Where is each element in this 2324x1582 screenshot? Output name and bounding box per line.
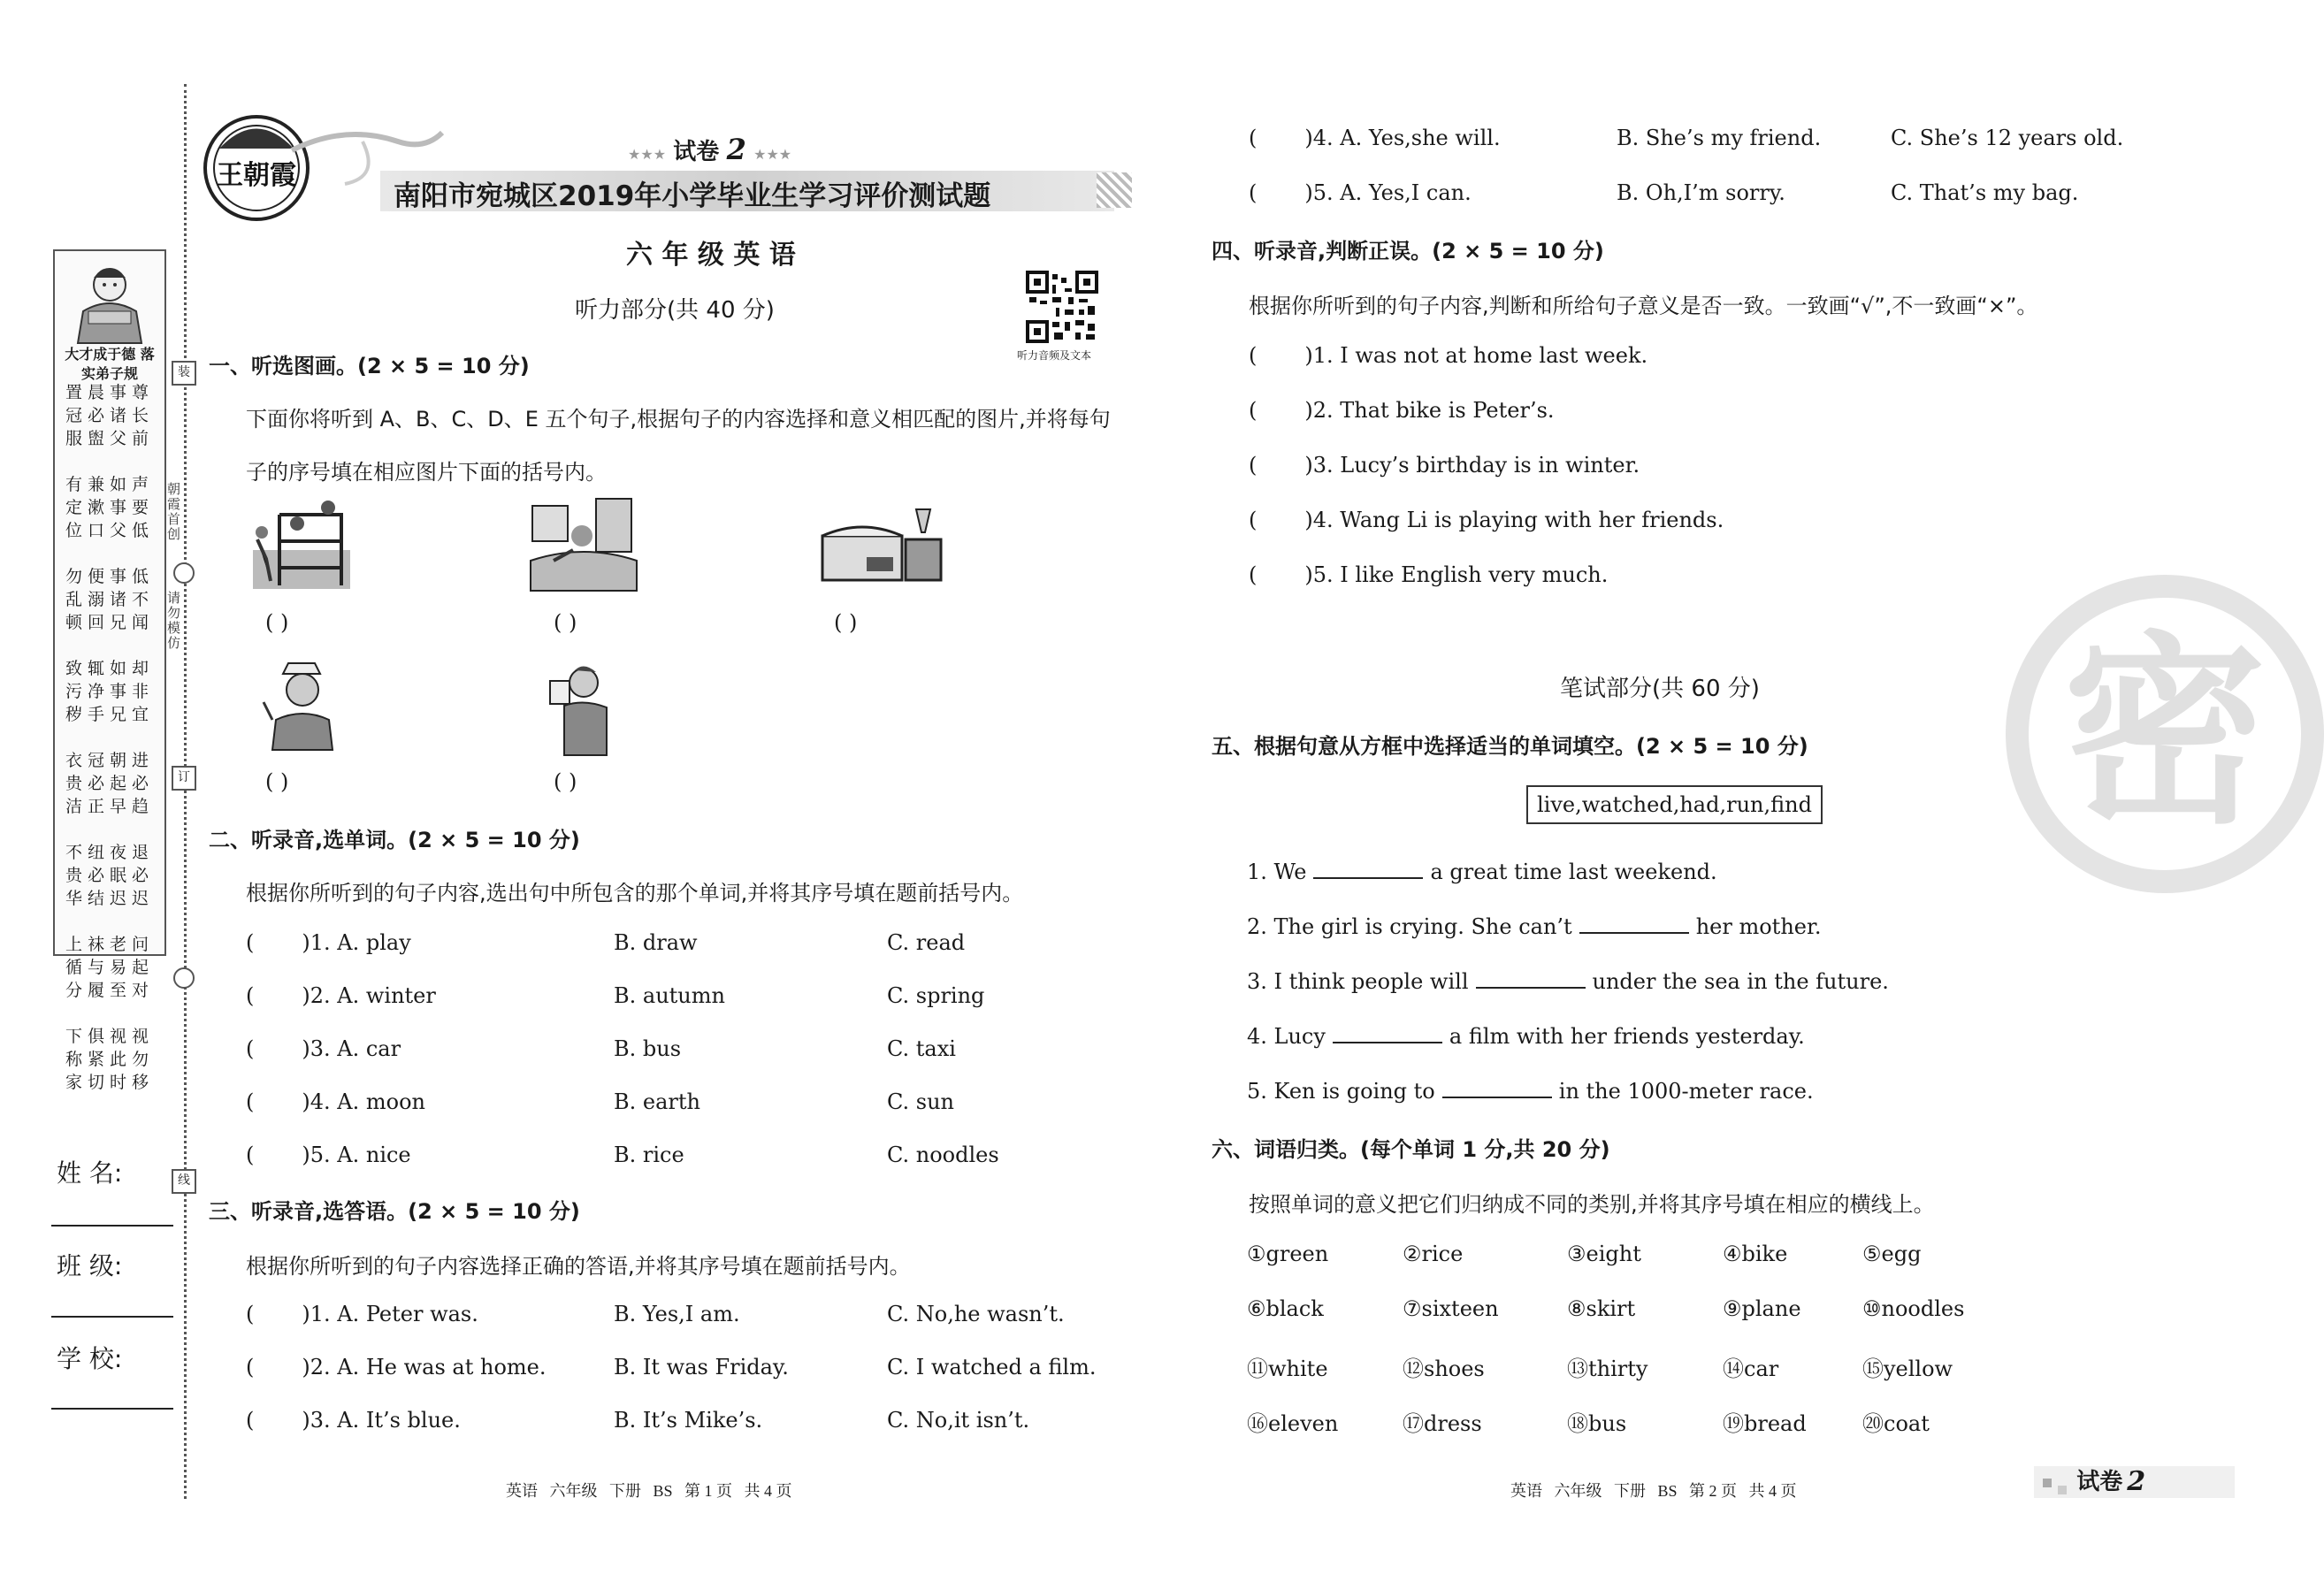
written-part-title: 笔试部分(共 60 分) xyxy=(1560,676,1760,702)
footer-tag-number: 2 xyxy=(2127,1466,2146,1497)
s5-q5-blank[interactable] xyxy=(1442,1081,1552,1098)
s3-q4 xyxy=(1249,126,1501,150)
picture-bracket-3[interactable]: ( ) xyxy=(834,610,858,635)
s5-q1-pre: 1. We xyxy=(1247,860,1307,884)
s5-q2 xyxy=(1247,914,1821,939)
s2-q2-option-a: )2. A. winter xyxy=(302,983,436,1008)
verse-line: 秽手兄宜 xyxy=(65,706,155,724)
section4-instruction: 根据你所听到的句子内容,判断和所给句子意义是否一致。一致画“√”,不一致画“×”。 xyxy=(1249,294,2038,318)
answer-bracket[interactable]: ( xyxy=(246,930,255,955)
s5-q2-blank[interactable] xyxy=(1579,916,1689,934)
picture-bedroom xyxy=(814,501,944,598)
class-field[interactable] xyxy=(51,1316,173,1318)
verse-line: 位口父低 xyxy=(65,522,155,540)
footer-left: 英语 六年级 下册 BS 第 1 页 共 4 页 xyxy=(506,1482,792,1500)
answer-bracket[interactable]: ( xyxy=(1249,343,1258,368)
word-item: ②rice xyxy=(1403,1242,1464,1266)
school-field[interactable] xyxy=(51,1408,173,1410)
answer-bracket[interactable]: ( xyxy=(1249,508,1258,532)
s5-q4 xyxy=(1247,1024,1805,1049)
qr-caption: 听力音频及文本 xyxy=(1017,349,1092,362)
section3-instruction: 根据你所听到的句子内容选择正确的答语,并将其序号填在题前括号内。 xyxy=(246,1254,911,1279)
s2-q5-option-c: C. noodles xyxy=(887,1143,999,1167)
word-item: ④bike xyxy=(1723,1242,1788,1266)
section1-instruction-line2: 子的序号填在相应图片下面的括号内。 xyxy=(246,460,607,485)
scholar-illustration xyxy=(71,258,149,347)
school-label: 学 校: xyxy=(57,1344,123,1373)
verse-line: 家切时移 xyxy=(65,1074,155,1092)
answer-bracket[interactable]: ( xyxy=(1249,180,1258,205)
word-item: ⑲bread xyxy=(1723,1411,1807,1436)
name-label: 姓 名: xyxy=(57,1158,123,1188)
section6-instruction: 按照单词的意义把它们归纳成不同的类别,并将其序号填在相应的横线上。 xyxy=(1249,1192,1935,1217)
verse-line: 污净事非 xyxy=(65,683,155,701)
s5-q5-pre: 5. Ken is going to xyxy=(1247,1079,1435,1104)
verse-line: 华结迟迟 xyxy=(65,890,155,908)
answer-bracket[interactable]: ( xyxy=(246,1143,255,1167)
s2-q4 xyxy=(246,1089,425,1114)
word-item: ③eight xyxy=(1567,1242,1641,1266)
answer-bracket[interactable]: ( xyxy=(246,983,255,1008)
s5-q1-post: a great time last weekend. xyxy=(1430,860,1717,884)
verse-line: 贵必眠必 xyxy=(65,867,155,885)
s3-q5-option-c: C. That’s my bag. xyxy=(1891,180,2079,205)
word-item: ⑯eleven xyxy=(1247,1411,1339,1436)
answer-bracket[interactable]: ( xyxy=(1249,562,1258,587)
s3-q4-option-a: )4. A. Yes,she will. xyxy=(1304,126,1501,150)
svg-text:王朝霞: 王朝霞 xyxy=(217,160,296,191)
s2-q1 xyxy=(246,930,411,955)
s4-q4 xyxy=(1249,508,1724,532)
s2-q1-option-b: B. draw xyxy=(614,930,698,955)
s3-q2-option-b: B. It was Friday. xyxy=(614,1355,789,1379)
verse-line: 有兼如声 xyxy=(65,476,155,494)
s4-q5 xyxy=(1249,562,1608,587)
section1-instruction-line1: 下面你将听到 A、B、C、D、E 五个句子,根据句子的内容选择和意义相匹配的图片,并将每句 xyxy=(246,407,1111,432)
picture-bracket-5[interactable]: ( ) xyxy=(554,769,577,794)
s4-q1-text: )1. I was not at home last week. xyxy=(1304,343,1648,368)
s3-q3 xyxy=(246,1408,461,1433)
verse-line: 衣冠朝进 xyxy=(65,752,155,770)
word-item: ⑱bus xyxy=(1567,1411,1627,1436)
s2-q3-option-b: B. bus xyxy=(614,1036,682,1061)
s5-q2-post: her mother. xyxy=(1695,914,1822,939)
s3-q5 xyxy=(1249,180,1472,205)
s2-q4-option-c: C. sun xyxy=(887,1089,954,1114)
picture-bracket-1[interactable]: ( ) xyxy=(265,610,289,635)
s2-q2 xyxy=(246,983,436,1008)
section5-heading: 五、根据句意从方框中选择适当的单词填空。(2 × 5 = 10 分) xyxy=(1212,734,1808,759)
margin-note-original: 朝霞首创 xyxy=(165,482,181,542)
word-item: ⑮yellow xyxy=(1862,1357,1953,1381)
class-label: 班 级: xyxy=(57,1251,123,1280)
s5-q3-blank[interactable] xyxy=(1476,971,1586,989)
s4-q4-text: )4. Wang Li is playing with her friends. xyxy=(1304,508,1724,532)
listening-part-title: 听力部分(共 40 分) xyxy=(575,297,775,324)
answer-bracket[interactable]: ( xyxy=(246,1302,255,1326)
word-item: ⑪white xyxy=(1247,1357,1328,1381)
word-item: ⑦sixteen xyxy=(1403,1296,1499,1321)
word-item: ⑭car xyxy=(1723,1357,1779,1381)
word-box: live,watched,had,run,find xyxy=(1526,785,1823,824)
s3-q1 xyxy=(246,1302,478,1326)
s5-q3 xyxy=(1247,969,1889,994)
s5-q3-pre: 3. I think people will xyxy=(1247,969,1469,994)
section4-heading: 四、听录音,判断正误。(2 × 5 = 10 分) xyxy=(1212,239,1604,264)
answer-bracket[interactable]: ( xyxy=(1249,453,1258,478)
word-item: ⑤egg xyxy=(1862,1242,1922,1266)
s3-q5-option-b: B. Oh,I’m sorry. xyxy=(1617,180,1785,205)
s4-q3-text: )3. Lucy’s birthday is in winter. xyxy=(1304,453,1640,478)
s3-q4-option-b: B. She’s my friend. xyxy=(1617,126,1822,150)
sidebar-motto: 大才成于德 落实弟子规 xyxy=(65,346,155,382)
verse-line: 致辄如却 xyxy=(65,660,155,678)
watermark-text: 密 xyxy=(2062,615,2267,852)
s4-q1 xyxy=(1249,343,1647,368)
answer-bracket[interactable]: ( xyxy=(246,1036,255,1061)
section3-heading: 三、听录音,选答语。(2 × 5 = 10 分) xyxy=(209,1199,580,1224)
answer-bracket[interactable]: ( xyxy=(246,1355,255,1379)
s5-q5-post: in the 1000-meter race. xyxy=(1558,1079,1814,1104)
picture-drinking xyxy=(543,661,614,759)
footer-tag-label: 试卷 xyxy=(2076,1469,2123,1495)
picture-nurse xyxy=(258,658,347,757)
s5-q1 xyxy=(1247,860,1717,884)
s2-q3-option-c: C. taxi xyxy=(887,1036,956,1061)
verse-line: 不纽夜退 xyxy=(65,844,155,862)
word-item: ①green xyxy=(1247,1242,1329,1266)
verse-line: 上袜老问 xyxy=(65,936,155,954)
s3-q1-option-b: B. Yes,I am. xyxy=(614,1302,740,1326)
verse-line: 贵必起必 xyxy=(65,775,155,793)
section1-heading: 一、听选图画。(2 × 5 = 10 分) xyxy=(209,354,530,378)
s3-q3-option-a: )3. A. It’s blue. xyxy=(302,1408,461,1433)
s2-q5-option-a: )5. A. nice xyxy=(302,1143,411,1167)
answer-bracket[interactable]: ( xyxy=(1249,126,1258,150)
verse-line: 勿便事低 xyxy=(65,568,155,586)
picture-bracket-4[interactable]: ( ) xyxy=(265,769,289,794)
grade-subject: 六 年 级 英 语 xyxy=(626,240,796,271)
s4-q5-text: )5. I like English very much. xyxy=(1304,562,1609,587)
s2-q4-option-a: )4. A. moon xyxy=(302,1089,425,1114)
s5-q4-post: a film with her friends yesterday. xyxy=(1449,1024,1805,1049)
verse-line: 洁正早趋 xyxy=(65,798,155,816)
footer-right: 英语 六年级 下册 BS 第 2 页 共 4 页 xyxy=(1510,1482,1797,1500)
s5-q3-post: under the sea in the future. xyxy=(1592,969,1889,994)
s3-q2-option-a: )2. A. He was at home. xyxy=(302,1355,547,1379)
s3-q3-option-b: B. It’s Mike’s. xyxy=(614,1408,763,1433)
word-item: ⑩noodles xyxy=(1862,1296,1965,1321)
s2-q3 xyxy=(246,1036,401,1061)
s3-q1-option-c: C. No,he wasn’t. xyxy=(887,1302,1065,1326)
word-item: ⑧skirt xyxy=(1567,1296,1636,1321)
verse-line: 乱溺诸不 xyxy=(65,591,155,609)
verse-line: 服盥父前 xyxy=(65,430,155,448)
s5-q4-blank[interactable] xyxy=(1333,1026,1442,1043)
paper-tag-number: 2 xyxy=(726,133,746,166)
binding-dashed-line xyxy=(184,84,187,1499)
footer-tag xyxy=(2034,1466,2235,1498)
s3-q1-option-a: )1. A. Peter was. xyxy=(302,1302,478,1326)
title-bar-pattern xyxy=(1097,172,1132,208)
s2-q2-option-c: C. spring xyxy=(887,983,985,1008)
exam-title: 南阳市宛城区2019年小学毕业生学习评价测试题 xyxy=(394,180,991,212)
s2-q1-option-a: )1. A. play xyxy=(302,930,411,955)
qr-code[interactable] xyxy=(1026,271,1098,343)
binding-circle-1 xyxy=(173,562,195,584)
verse-block xyxy=(65,382,154,1095)
s5-q1-blank[interactable] xyxy=(1313,861,1423,879)
s2-q5-option-b: B. rice xyxy=(614,1143,684,1167)
picture-sleeping xyxy=(527,499,640,598)
secret-watermark-stamp xyxy=(2006,575,2324,893)
word-item: ⑥black xyxy=(1247,1296,1324,1321)
answer-bracket[interactable]: ( xyxy=(246,1408,255,1433)
s5-q2-pre: 2. The girl is crying. She can’t xyxy=(1247,914,1572,939)
s3-q3-option-c: C. No,it isn’t. xyxy=(887,1408,1030,1433)
verse-line: 置晨事尊 xyxy=(65,384,155,402)
s5-q4-pre: 4. Lucy xyxy=(1247,1024,1326,1049)
verse-line: 顿回兄闻 xyxy=(65,614,155,632)
section6-heading: 六、词语归类。(每个单词 1 分,共 20 分) xyxy=(1212,1137,1610,1162)
verse-line: 分履至对 xyxy=(65,982,155,1000)
section2-instruction: 根据你所听到的句子内容,选出句中所包含的那个单词,并将其序号填在题前括号内。 xyxy=(246,881,1024,906)
word-item: ⑨plane xyxy=(1723,1296,1801,1321)
section2-heading: 二、听录音,选单词。(2 × 5 = 10 分) xyxy=(209,828,580,852)
s3-q2-option-c: C. I watched a film. xyxy=(887,1355,1097,1379)
verse-line: 循与易起 xyxy=(65,959,155,977)
s4-q2-text: )2. That bike is Peter’s. xyxy=(1304,398,1555,423)
s2-q5 xyxy=(246,1143,411,1167)
word-item: ⑳coat xyxy=(1862,1411,1930,1436)
s5-q5 xyxy=(1247,1079,1814,1104)
s2-q2-option-b: B. autumn xyxy=(614,983,725,1008)
s3-q4-option-c: C. She’s 12 years old. xyxy=(1891,126,2124,150)
verse-line: 下俱视视 xyxy=(65,1028,155,1046)
s2-q1-option-c: C. read xyxy=(887,930,966,955)
verse-line: 定漱事要 xyxy=(65,499,155,517)
word-item: ⑬thirty xyxy=(1567,1357,1648,1381)
binding-circle-2 xyxy=(173,967,195,989)
seal-mark-2: 订 xyxy=(172,766,196,791)
verse-line: 冠必诸长 xyxy=(65,407,155,425)
s3-q2 xyxy=(246,1355,547,1379)
picture-playground xyxy=(244,497,359,596)
sidebar-motto-panel xyxy=(53,249,166,1092)
picture-bracket-2[interactable]: ( ) xyxy=(554,610,577,635)
s2-q4-option-b: B. earth xyxy=(614,1089,700,1114)
seal-mark-3: 线 xyxy=(172,1169,196,1194)
verse-line: 称紧此勿 xyxy=(65,1051,155,1069)
margin-note-no-copy: 请勿模仿 xyxy=(165,591,181,651)
s4-q2 xyxy=(1249,398,1555,423)
paper-tag-label: 试卷 xyxy=(673,139,720,165)
word-item: ⑰dress xyxy=(1403,1411,1482,1436)
s4-q3 xyxy=(1249,453,1640,478)
answer-bracket[interactable]: ( xyxy=(246,1089,255,1114)
s3-q5-option-a: )5. A. Yes,I can. xyxy=(1304,180,1472,205)
name-field[interactable] xyxy=(51,1225,173,1227)
seal-mark-1: 装 xyxy=(172,361,196,386)
answer-bracket[interactable]: ( xyxy=(1249,398,1258,423)
paper-tag: ★★★ 试卷 2 ★★★ xyxy=(628,133,792,166)
word-item: ⑫shoes xyxy=(1403,1357,1485,1381)
s2-q3-option-a: )3. A. car xyxy=(302,1036,401,1061)
